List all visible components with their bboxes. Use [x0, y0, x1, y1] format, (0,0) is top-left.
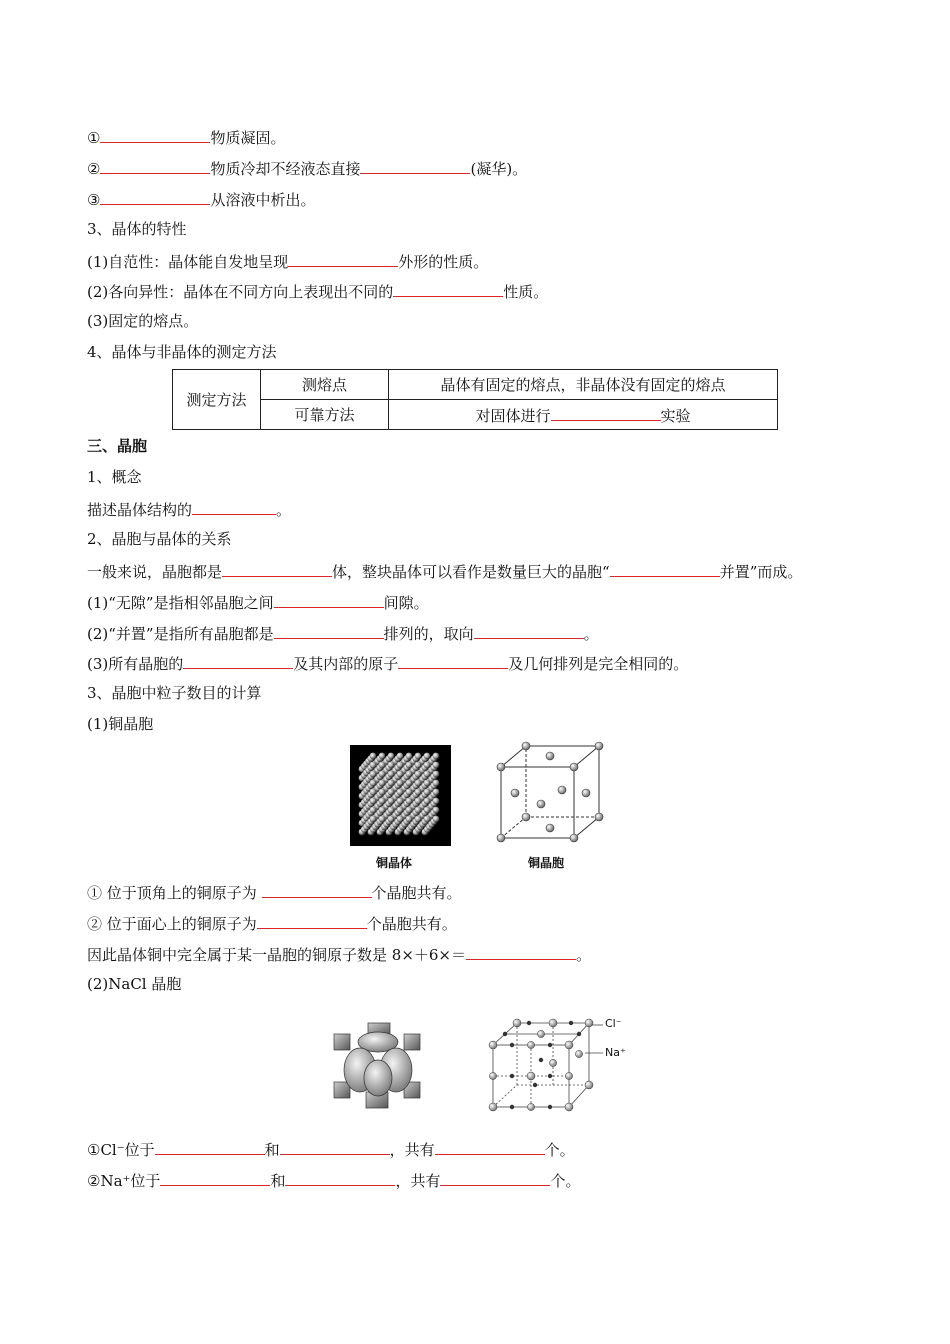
heading-relation: 2、晶胞与晶体的关系 [87, 530, 232, 548]
table-cell: 可靠方法 [261, 400, 389, 430]
copper-atom-sphere [388, 807, 395, 814]
copper-atom-sphere [433, 771, 440, 778]
relation-text: 一般来说，晶胞都是 体，整块晶体可以看作是数量巨大的晶胞“ 并置”而成。 [87, 560, 802, 582]
copper-atom-sphere [397, 798, 404, 805]
copper-cell-title: (1)铜晶胞 [87, 715, 154, 733]
heading-counting: 3、晶胞中粒子数目的计算 [87, 684, 262, 702]
copper-atom-sphere [370, 762, 377, 769]
copper-atom-sphere [379, 807, 386, 814]
answer-blank[interactable] [262, 881, 372, 898]
copper-atom-sphere [415, 798, 422, 805]
copper-atom-sphere [388, 789, 395, 796]
table-row [173, 370, 778, 400]
answer-blank[interactable] [274, 591, 384, 608]
copper-atom-sphere [397, 762, 404, 769]
copper-atom-sphere [370, 771, 377, 778]
answer-blank[interactable] [257, 912, 367, 929]
copper-atom-sphere [379, 789, 386, 796]
copper-atom-sphere [415, 771, 422, 778]
line-solidify: ① 物质凝固。 [87, 126, 285, 148]
heading-concept: 1、概念 [87, 468, 142, 486]
line-desublimation: ② 物质冷却不经液态直接 (凝华)。 [87, 157, 527, 179]
relation-parallel: (2)“并置”是指所有晶胞都是 排列的，取向 。 [87, 622, 599, 644]
copper-atom-sphere [433, 816, 440, 823]
copper-unit-cell-caption: 铜晶胞 [528, 856, 565, 870]
copper-atom-sphere [415, 816, 422, 823]
copper-atom-sphere [424, 771, 431, 778]
copper-atom-sphere [406, 798, 413, 805]
copper-atom-sphere [397, 807, 404, 814]
copper-atom-sphere [415, 789, 422, 796]
section-title: 三、晶胞 [87, 437, 148, 455]
copper-atom-sphere [433, 789, 440, 796]
measurement-table [172, 369, 778, 430]
property-anisotropy: (2)各向异性：晶体在不同方向上表现出不同的 性质。 [87, 280, 548, 302]
table-cell: 对固体进行 实验 [389, 400, 778, 430]
answer-blank[interactable] [360, 157, 470, 174]
table-cell: 测熔点 [261, 370, 389, 400]
table-cell: 晶体有固定的熔点，非晶体没有固定的熔点 [389, 370, 778, 400]
answer-blank[interactable] [100, 126, 210, 143]
answer-blank[interactable] [466, 943, 576, 960]
answer-blank[interactable] [100, 157, 210, 174]
copper-atom-sphere [388, 762, 395, 769]
copper-atom-sphere [388, 798, 395, 805]
copper-atom-sphere [379, 780, 386, 787]
copper-atom-sphere [424, 762, 431, 769]
copper-atom-sphere [388, 816, 395, 823]
answer-blank[interactable] [155, 1138, 265, 1155]
copper-atom-sphere [397, 753, 404, 760]
copper-atom-sphere [424, 807, 431, 814]
copper-atom-sphere [406, 762, 413, 769]
copper-atom-sphere [424, 816, 431, 823]
copper-crystal-image [350, 745, 451, 846]
answer-blank[interactable] [222, 560, 332, 577]
relation-identical: (3)所有晶胞的 及其内部的原子 及几何排列是完全相同的。 [87, 652, 688, 674]
copper-atom-sphere [370, 780, 377, 787]
copper-atom-sphere [370, 789, 377, 796]
answer-blank[interactable] [160, 1169, 270, 1186]
answer-blank[interactable] [274, 622, 384, 639]
copper-atom-sphere [406, 816, 413, 823]
copper-atom-sphere [397, 780, 404, 787]
heading-crystal-properties: 3、晶体的特性 [87, 220, 187, 238]
copper-atom-sphere [370, 753, 377, 760]
nacl-cell-title: (2)NaCl 晶胞 [87, 975, 182, 993]
copper-crystal-caption: 铜晶体 [376, 856, 413, 870]
answer-blank[interactable] [285, 1169, 395, 1186]
copper-atom-sphere [424, 798, 431, 805]
copper-atom-sphere [379, 816, 386, 823]
copper-atom-sphere [397, 771, 404, 778]
concept-text: 描述晶体结构的 。 [87, 498, 291, 520]
answer-blank[interactable] [183, 652, 293, 669]
copper-atom-sphere [433, 753, 440, 760]
answer-blank[interactable] [280, 1138, 390, 1155]
copper-atom-sphere [415, 807, 422, 814]
copper-atom-sphere [379, 762, 386, 769]
copper-atom-sphere [379, 753, 386, 760]
copper-atom-sphere [433, 780, 440, 787]
copper-atom-sphere [370, 798, 377, 805]
answer-blank[interactable] [610, 560, 720, 577]
sodium-label: Na⁺ [605, 1046, 626, 1059]
copper-count-question: 因此晶体铜中完全属于某一晶胞的铜原子数是 8×＋6×＝ 。 [87, 943, 591, 965]
answer-blank[interactable] [551, 404, 661, 421]
chloride-position-question: ①Cl⁻位于 和 ，共有 个。 [87, 1138, 575, 1160]
answer-blank[interactable] [288, 250, 398, 267]
copper-atom-sphere [406, 789, 413, 796]
copper-atom-sphere [370, 816, 377, 823]
copper-atom-sphere [424, 789, 431, 796]
copper-atom-sphere [424, 753, 431, 760]
copper-atom-sphere [406, 807, 413, 814]
chloride-label: Cl⁻ [605, 1017, 622, 1030]
answer-blank[interactable] [440, 1169, 550, 1186]
copper-atom-sphere [415, 762, 422, 769]
copper-atom-sphere [388, 771, 395, 778]
sodium-position-question: ②Na⁺位于 和 ，共有 个。 [87, 1169, 580, 1191]
property-self-shaping: (1)自范性：晶体能自发地呈现 外形的性质。 [87, 250, 488, 272]
property-melting-point: (3)固定的熔点。 [87, 312, 199, 330]
copper-atom-sphere [388, 780, 395, 787]
nacl-space-filling-image [332, 1020, 424, 1110]
copper-atom-sphere [424, 780, 431, 787]
copper-atom-sphere [415, 753, 422, 760]
copper-vertex-question: ① 位于顶角上的铜原子为 个晶胞共有。 [87, 881, 462, 903]
copper-atom-sphere [397, 816, 404, 823]
answer-blank[interactable] [393, 280, 503, 297]
relation-no-gap: (1)“无隙”是指相邻晶胞之间 间隙。 [87, 591, 429, 613]
answer-blank[interactable] [474, 622, 584, 639]
copper-atom-sphere [379, 798, 386, 805]
answer-blank[interactable] [435, 1138, 545, 1155]
answer-blank[interactable] [100, 188, 210, 205]
copper-unit-cell-diagram [495, 740, 610, 845]
copper-atom-sphere [406, 753, 413, 760]
copper-atom-sphere [415, 780, 422, 787]
copper-face-question: ② 位于面心上的铜原子为 个晶胞共有。 [87, 912, 457, 934]
copper-atom-sphere [433, 762, 440, 769]
copper-atom-sphere [370, 807, 377, 814]
copper-atom-sphere [379, 771, 386, 778]
copper-atom-sphere [388, 753, 395, 760]
table-row [173, 400, 778, 430]
copper-atom-sphere [433, 798, 440, 805]
answer-blank[interactable] [398, 652, 508, 669]
copper-atom-sphere [406, 771, 413, 778]
answer-blank[interactable] [192, 498, 276, 515]
line-precipitate: ③ 从溶液中析出。 [87, 188, 315, 210]
copper-atom-sphere [406, 780, 413, 787]
table-header-cell: 测定方法 [173, 370, 261, 430]
heading-measurement: 4、晶体与非晶体的测定方法 [87, 343, 277, 361]
copper-atom-sphere [397, 789, 404, 796]
copper-atom-sphere [433, 807, 440, 814]
